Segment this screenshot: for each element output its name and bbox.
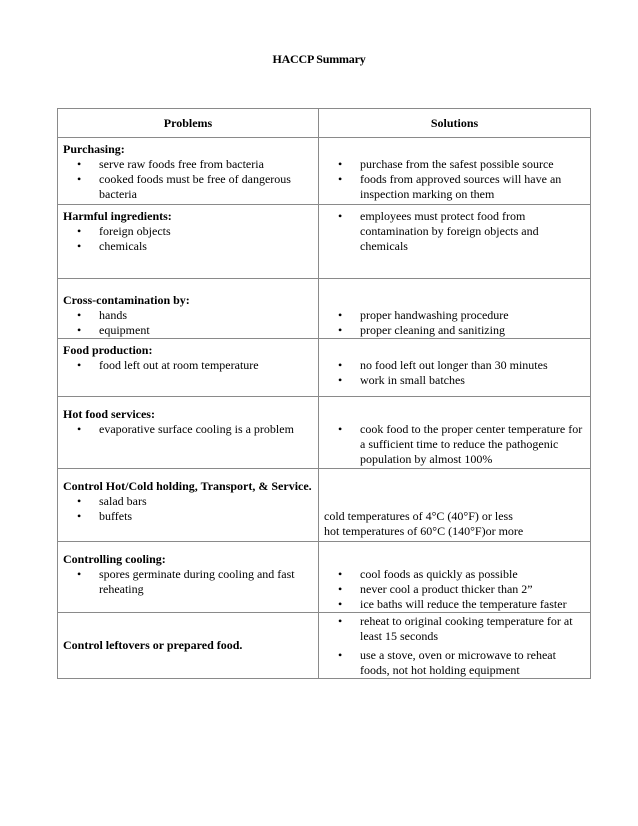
problems-list xyxy=(63,494,313,524)
page-title: HACCP Summary xyxy=(272,52,366,66)
problems-list xyxy=(63,308,313,338)
list-item: • proper cleaning and sanitizing xyxy=(360,323,585,338)
list-item: • serve raw foods free from bacteria xyxy=(99,157,313,172)
list-item: • hands xyxy=(99,308,313,323)
problems-cell xyxy=(58,138,319,205)
problems-cell xyxy=(58,205,319,279)
problems-cell xyxy=(58,469,319,542)
problems-list xyxy=(63,567,313,597)
solutions-list xyxy=(324,422,585,467)
table-row xyxy=(58,138,591,205)
list-item: • employees must protect food from contamination by foreign objects and chemicals xyxy=(360,209,585,254)
list-item: • never cool a product thicker than 2” xyxy=(360,582,585,597)
table-row xyxy=(58,613,591,679)
list-item: • cool foods as quickly as possible xyxy=(360,567,585,582)
solutions-list xyxy=(324,358,585,388)
table-row xyxy=(58,542,591,613)
list-item: • proper handwashing procedure xyxy=(360,308,585,323)
solutions-cell xyxy=(319,138,591,205)
list-item: • use a stove, oven or microwave to reheat foods, not hot holding equipment xyxy=(360,648,585,678)
haccp-summary-table xyxy=(57,108,591,679)
category-label: Controlling cooling: xyxy=(63,552,166,566)
list-item: • cook food to the proper center temperature for a sufficient time to reduce the pathogenic population by almost 100% xyxy=(360,422,585,467)
category-label: Harmful ingredients: xyxy=(63,209,172,223)
solutions-cell xyxy=(319,469,591,542)
list-item: • foreign objects xyxy=(99,224,313,239)
table-header-row xyxy=(58,109,591,138)
solutions-list xyxy=(324,308,585,338)
category-label: Control leftovers or prepared food. xyxy=(63,638,243,652)
table-row xyxy=(58,397,591,469)
table-row xyxy=(58,469,591,542)
problems-list xyxy=(63,224,313,254)
problems-cell xyxy=(58,613,319,679)
list-item: • ice baths will reduce the temperature faster xyxy=(360,597,585,612)
list-item: • buffets xyxy=(99,509,313,524)
solutions-list xyxy=(324,614,585,678)
list-item: • cooked foods must be free of dangerous bacteria xyxy=(99,172,313,202)
problems-cell xyxy=(58,397,319,469)
list-item: • food left out at room temperature xyxy=(99,358,313,373)
solutions-cell xyxy=(319,205,591,279)
problems-list xyxy=(63,422,313,437)
list-item: • no food left out longer than 30 minutes xyxy=(360,358,585,373)
category-label: Hot food services: xyxy=(63,407,155,421)
problems-list xyxy=(63,358,313,373)
list-item: • foods from approved sources will have an inspection marking on them xyxy=(360,172,585,202)
list-item: • evaporative surface cooling is a problem xyxy=(99,422,313,437)
problems-cell xyxy=(58,279,319,339)
category-label: Control Hot/Cold holding, Transport, & Service. xyxy=(63,479,312,493)
hot-temperature-text: hot temperatures of 60°C (140°F)or more xyxy=(324,524,524,538)
solutions-cell xyxy=(319,397,591,469)
list-item: • work in small batches xyxy=(360,373,585,388)
list-item: • salad bars xyxy=(99,494,313,509)
cold-temperature-text: cold temperatures of 4°C (40°F) or less xyxy=(324,509,513,523)
solutions-list xyxy=(324,209,585,254)
solutions-cell xyxy=(319,279,591,339)
list-item: • chemicals xyxy=(99,239,313,254)
list-item: • spores germinate during cooling and fast reheating xyxy=(99,567,313,597)
list-item: • reheat to original cooking temperature for at least 15 seconds xyxy=(360,614,585,644)
list-item: • purchase from the safest possible source xyxy=(360,157,585,172)
category-label: Purchasing: xyxy=(63,142,125,156)
category-label: Food production: xyxy=(63,343,153,357)
problems-cell xyxy=(58,542,319,613)
solutions-header: Solutions xyxy=(319,109,591,138)
problems-list xyxy=(63,157,313,202)
solutions-cell xyxy=(319,542,591,613)
problems-header: Problems xyxy=(58,109,319,138)
table-row xyxy=(58,339,591,397)
list-item: • equipment xyxy=(99,323,313,338)
solutions-cell xyxy=(319,339,591,397)
problems-cell xyxy=(58,339,319,397)
category-label: Cross-contamination by: xyxy=(63,293,190,307)
table-row xyxy=(58,205,591,279)
table-row xyxy=(58,279,591,339)
solutions-list xyxy=(324,567,585,612)
solutions-cell xyxy=(319,613,591,679)
solutions-list xyxy=(324,157,585,202)
